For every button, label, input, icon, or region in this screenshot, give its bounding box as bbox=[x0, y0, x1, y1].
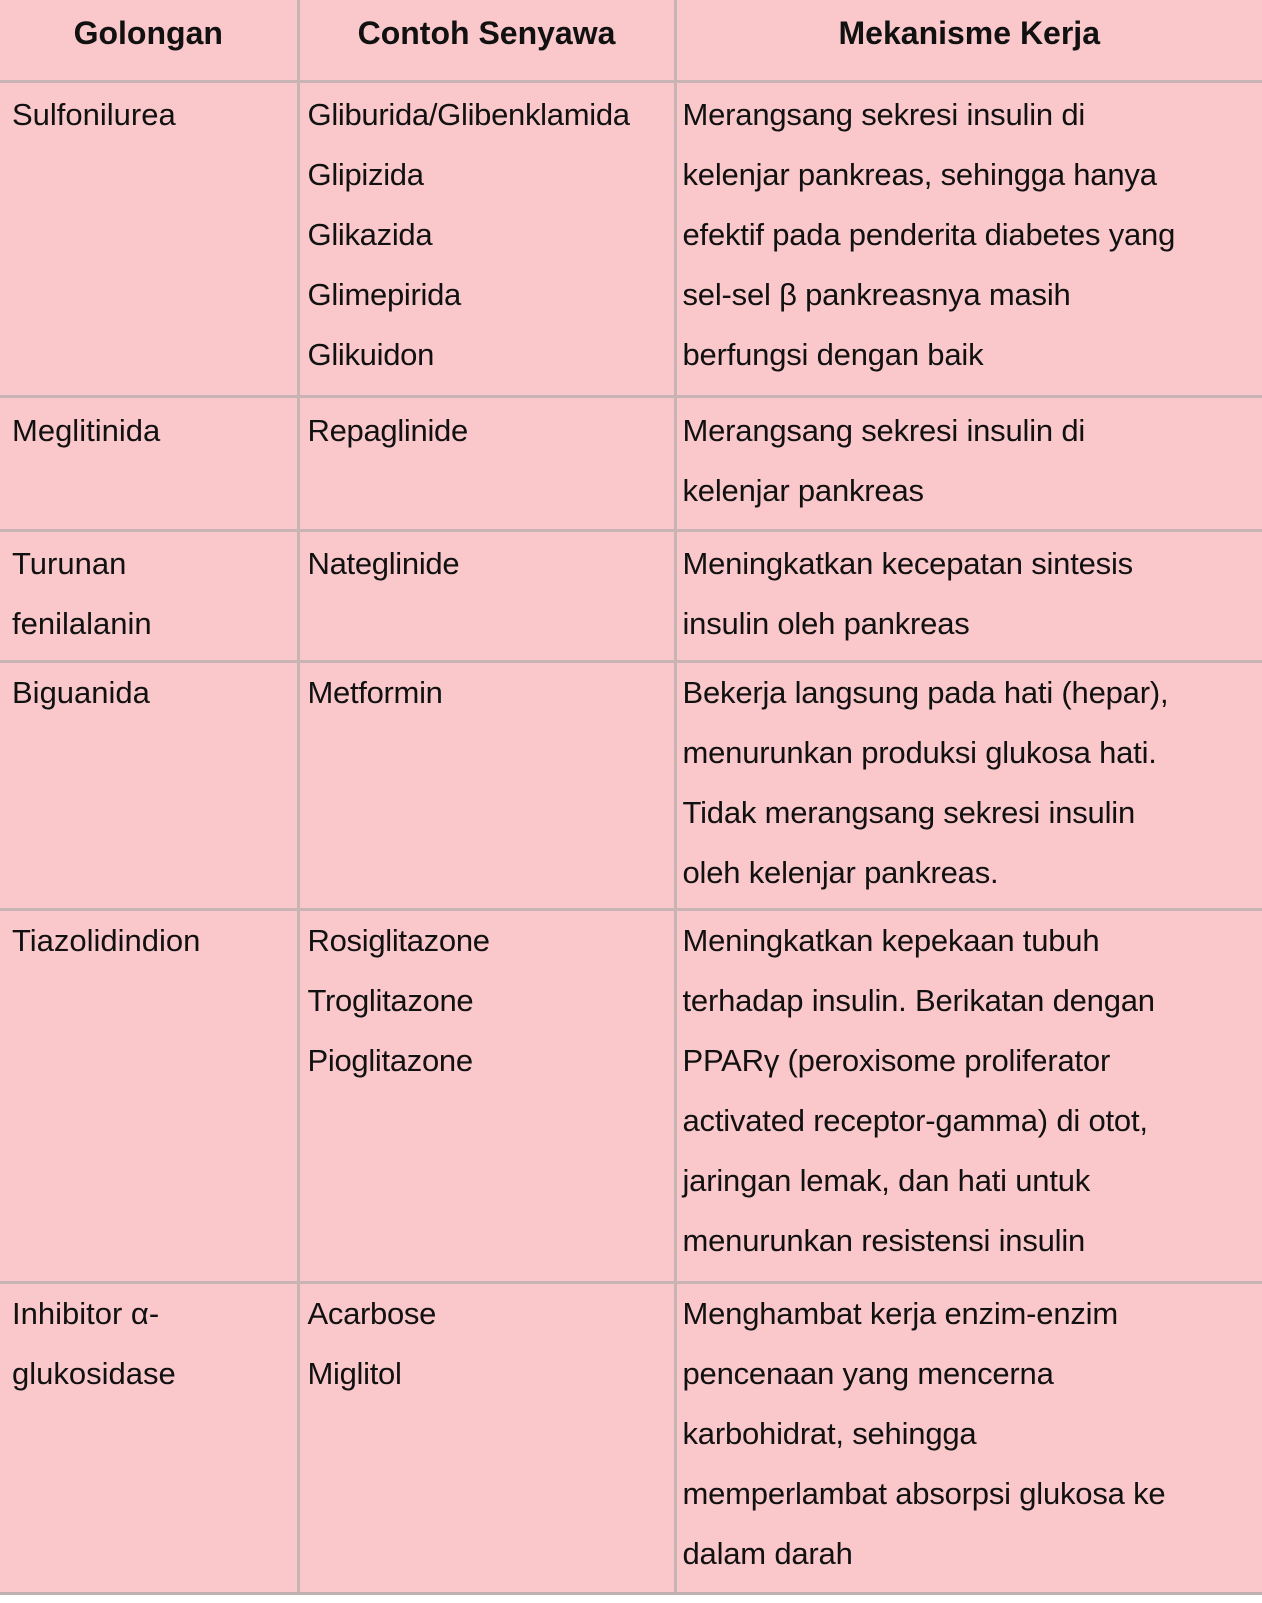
cell-line: Menghambat kerja enzim-enzim bbox=[682, 1296, 1118, 1331]
cell-line: kelenjar pankreas bbox=[682, 473, 924, 508]
cell-line: menurunkan resistensi insulin bbox=[682, 1223, 1086, 1258]
cell-contoh bbox=[298, 397, 675, 531]
cell-line: jaringan lemak, dan hati untuk bbox=[682, 1163, 1091, 1198]
cell-mekanisme bbox=[675, 1283, 1262, 1596]
table-row bbox=[0, 662, 1262, 910]
cell-line: insulin oleh pankreas bbox=[682, 606, 970, 641]
cell-line: activated receptor-gamma) di otot, bbox=[682, 1103, 1148, 1138]
cell-line: Meningkatkan kepekaan tubuh bbox=[682, 923, 1100, 958]
cell-contoh bbox=[298, 1283, 675, 1596]
cell-line: Tiazolidindion bbox=[12, 923, 201, 958]
cell-line: terhadap insulin. Berikatan dengan bbox=[682, 983, 1155, 1018]
cell-contoh bbox=[298, 531, 675, 662]
cell-golongan bbox=[0, 910, 298, 1283]
table-row bbox=[0, 531, 1262, 662]
cell-line: efektif pada penderita diabetes yang bbox=[682, 217, 1176, 252]
cell-line: dalam darah bbox=[682, 1536, 853, 1571]
cell-line: Acarbose bbox=[307, 1296, 437, 1331]
header-contoh-senyawa: Contoh Senyawa bbox=[298, 0, 675, 82]
cell-mekanisme bbox=[675, 397, 1262, 531]
cell-mekanisme bbox=[675, 910, 1262, 1283]
cell-mekanisme bbox=[675, 531, 1262, 662]
cell-line: menurunkan produksi glukosa hati. bbox=[682, 735, 1157, 770]
cell-golongan bbox=[0, 662, 298, 910]
cell-line: Miglitol bbox=[307, 1356, 402, 1391]
cell-line: Metformin bbox=[307, 675, 443, 710]
cell-line: Glikuidon bbox=[307, 337, 435, 372]
cell-mekanisme bbox=[675, 82, 1262, 397]
table-row bbox=[0, 82, 1262, 397]
cell-line: Nateglinide bbox=[307, 546, 460, 581]
header-golongan: Golongan bbox=[0, 0, 298, 82]
header-mekanisme-kerja: Mekanisme Kerja bbox=[675, 0, 1262, 82]
cell-line: Bekerja langsung pada hati (hepar), bbox=[682, 675, 1169, 710]
cell-line: glukosidase bbox=[12, 1356, 176, 1391]
cell-line: Glimepirida bbox=[307, 277, 461, 312]
cell-line: sel-sel β pankreasnya masih bbox=[682, 277, 1071, 312]
table-bottom-border bbox=[0, 1592, 1262, 1603]
cell-golongan bbox=[0, 397, 298, 531]
cell-line: Merangsang sekresi insulin di bbox=[682, 97, 1086, 132]
header-row bbox=[0, 0, 1262, 82]
cell-line: Merangsang sekresi insulin di bbox=[682, 413, 1086, 448]
cell-line: kelenjar pankreas, sehingga hanya bbox=[682, 157, 1157, 192]
cell-line: Gliburida/Glibenklamida bbox=[307, 97, 630, 132]
cell-line: Turunan bbox=[12, 546, 127, 581]
cell-line: Repaglinide bbox=[307, 413, 468, 448]
cell-golongan bbox=[0, 1283, 298, 1596]
cell-line: Troglitazone bbox=[307, 983, 474, 1018]
cell-line: pencenaan yang mencerna bbox=[682, 1356, 1054, 1391]
cell-line: Inhibitor α- bbox=[12, 1296, 160, 1331]
cell-contoh bbox=[298, 910, 675, 1283]
table-row bbox=[0, 910, 1262, 1283]
cell-line: fenilalanin bbox=[12, 606, 152, 641]
cell-line: Glikazida bbox=[307, 217, 433, 252]
cell-line: oleh kelenjar pankreas. bbox=[682, 855, 999, 890]
cell-line: Glipizida bbox=[307, 157, 424, 192]
cell-line: berfungsi dengan baik bbox=[682, 337, 984, 372]
cell-line: Biguanida bbox=[12, 675, 150, 710]
cell-golongan bbox=[0, 82, 298, 397]
table-row bbox=[0, 397, 1262, 531]
cell-line: Rosiglitazone bbox=[307, 923, 490, 958]
cell-line: memperlambat absorpsi glukosa ke bbox=[682, 1476, 1166, 1511]
cell-line: Meningkatkan kecepatan sintesis bbox=[682, 546, 1133, 581]
cell-line: karbohidrat, sehingga bbox=[682, 1416, 977, 1451]
cell-contoh bbox=[298, 82, 675, 397]
cell-line: PPARγ (peroxisome proliferator bbox=[682, 1043, 1111, 1078]
cell-line: Meglitinida bbox=[12, 413, 161, 448]
cell-golongan bbox=[0, 531, 298, 662]
cell-contoh bbox=[298, 662, 675, 910]
cell-line: Sulfonilurea bbox=[12, 97, 176, 132]
cell-line: Pioglitazone bbox=[307, 1043, 473, 1078]
table-row bbox=[0, 1283, 1262, 1596]
cell-mekanisme bbox=[675, 662, 1262, 910]
cell-line: Tidak merangsang sekresi insulin bbox=[682, 795, 1135, 830]
